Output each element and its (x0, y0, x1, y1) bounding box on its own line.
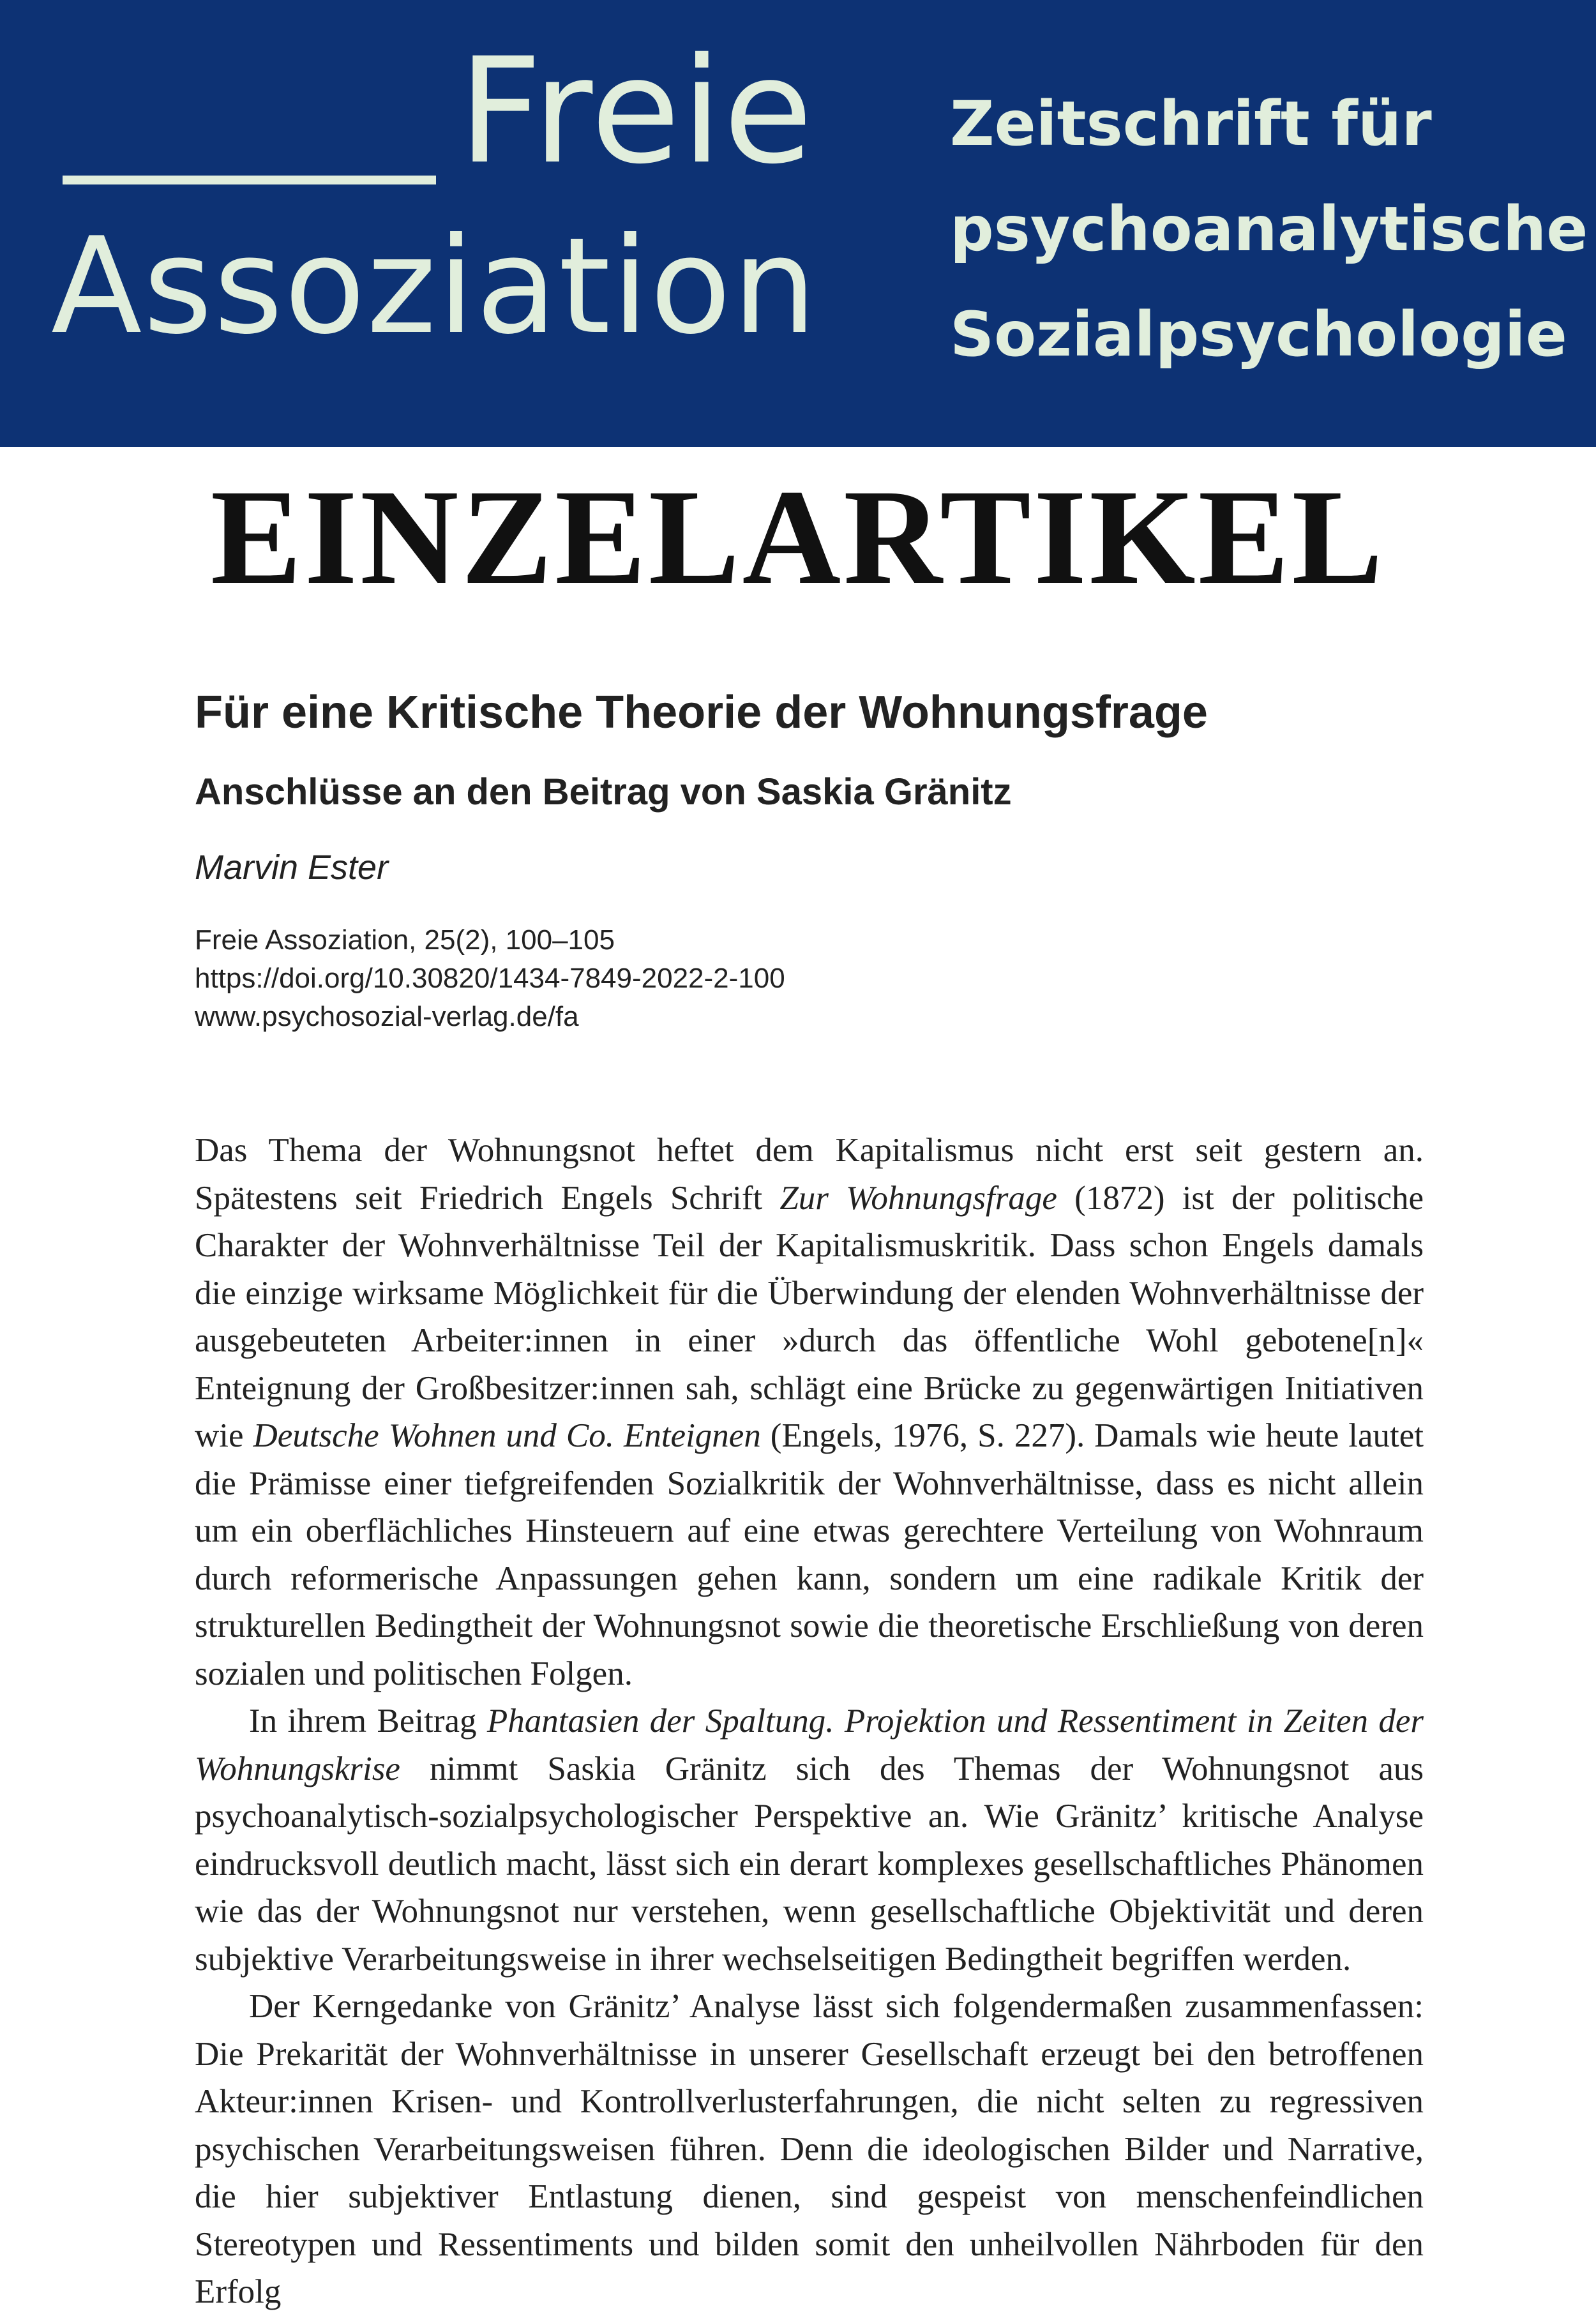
logo-word-assoziation: Assoziation (51, 209, 818, 364)
article-body (195, 1127, 1424, 2316)
body-paragraph-1 (195, 1127, 1424, 1697)
p1-work-title: Zur Wohnungsfrage (779, 1179, 1057, 1217)
article-author: Marvin Ester (195, 848, 389, 887)
citation: Freie Assoziation, 25(2), 100–105 (195, 924, 615, 956)
p1-text-a: Das Thema der Wohnungsnot heftet dem Kapitalismus nicht erst seit gestern an. Spätestens seit Friedrich Engels Schrift (195, 1132, 1424, 1217)
subtitle-line-2: psychoanalytische (950, 193, 1588, 265)
journal-banner (0, 0, 1596, 447)
p1-text-c: (1872) ist der politische Charakter der Wohnverhältnisse Teil der Kapitalismuskritik. Dass schon Engels damals die einzige wirksame Möglichkeit für die Überwindung der elenden Wohnverhältnisse der ausgebeuteten Arbeiter:innen in einer »durch das öffentliche Wohl gebotene[n]« Enteignung der Großbesitzer:innen sah, schlägt eine Brücke zu gegenwärtigen Initiativen wie (195, 1179, 1424, 1454)
logo-word-freie: Freie (458, 26, 815, 196)
p2-text-a: In ihrem Beitrag (249, 1703, 487, 1740)
document-type-label: EINZELARTIKEL (210, 462, 1386, 613)
journal-subtitle (950, 71, 1588, 387)
p2-article-title: Phantasien der Spaltung. Projektion und Ressentiment in Zeiten der Wohnungskrise (195, 1703, 1424, 1787)
subtitle-line-3: Sozialpsychologie (950, 299, 1567, 370)
body-paragraph-2 (195, 1697, 1424, 1983)
body-paragraph-3: Der Kerngedanke von Gränitz’ Analyse lässt sich folgendermaßen zusammenfassen: Die Prekarität der Wohnverhältnisse in unserer Gesellschaft erzeugt bei den betroffenen Akteur:innen Krisen- und Kontrollverlusterfahrungen, die nicht selten zu regressiven psychischen Verarbeitungsweisen führen. Denn die ideologischen Bilder und Narrative, die hier subjektiver Entlastung dienen, sind gespeist von menschenfeindlichen Stereotypen und Ressentiments und bilden somit den unheilvollen Nährboden für den Erfolg (195, 1988, 1424, 2310)
article-subtitle: Anschlüsse an den Beitrag von Saskia Gränitz (195, 771, 1012, 813)
doi-link[interactable]: https://doi.org/10.30820/1434-7849-2022-2-100 (195, 963, 785, 994)
p1-initiative-name: Deutsche Wohnen und Co. Enteignen (253, 1417, 761, 1454)
website-link[interactable]: www.psychosozial-verlag.de/fa (195, 1001, 579, 1032)
p1-text-e: (Engels, 1976, S. 227). Damals wie heute lautet die Prämisse einer tiefgreifenden Sozialkritik der Wohnverhältnisse, dass es nicht allein um ein oberflächliches Hinsteuern auf eine etwas gerechtere Verteilung von Wohnraum durch reformerische Anpassungen gehen kann, sondern um eine radikale Kritik der strukturellen Bedingtheit der Wohnungsnot sowie die theoretische Erschließung von deren sozialen und politischen Folgen. (195, 1417, 1424, 1692)
p2-text-c: nimmt Saskia Gränitz sich des Themas der Wohnungsnot aus psychoanalytisch-sozialpsychologischer Perspektive an. Wie Gränitz’ kritische Analyse eindrucksvoll deutlich macht, lässt sich ein derart komplexes gesellschaftliches Phänomen wie das der Wohnungsnot nur verstehen, wenn gesellschaftliche Objektivität und deren subjektive Verarbeitungsweise in ihrer wechselseitigen Bedingtheit begriffen werden. (195, 1750, 1424, 1978)
article-meta (195, 921, 785, 1036)
article-title: Für eine Kritische Theorie der Wohnungsfrage (195, 687, 1208, 738)
logo-rule (63, 176, 436, 184)
subtitle-line-1: Zeitschrift für (950, 88, 1432, 160)
